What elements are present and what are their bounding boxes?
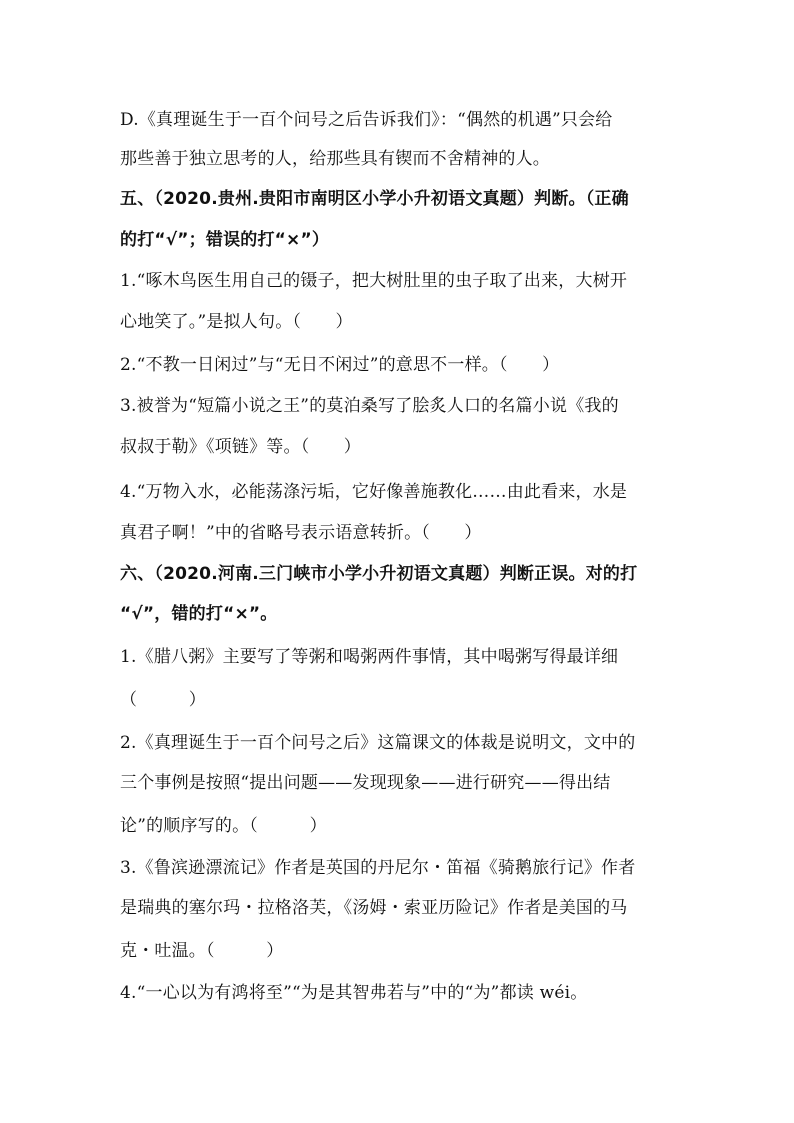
s6-question-2-line-3: 论”的顺序写的。（ ） <box>120 816 327 836</box>
section-5-heading-line-2: 的打“√”；错误的打“×”） <box>120 230 330 250</box>
s5-question-3-line-1: 3.被誉为“短篇小说之王”的莫泊桑写了脍炙人口的名篇小说《我的 <box>120 396 619 416</box>
s5-question-3-line-2: 叔叔于勒》《项链》等。（ ） <box>120 437 361 457</box>
section-5-heading-line-1: 五、（2020.贵州.贵阳市南明区小学小升初语文真题）判断。（正确 <box>120 189 629 209</box>
s5-question-1-line-2: 心地笑了。”是拟人句。（ ） <box>120 312 353 332</box>
s6-question-2-line-2: 三个事例是按照“提出问题——发现现象——进行研究——得出结 <box>120 773 611 793</box>
s6-question-2-line-1: 2.《真理诞生于一百个问号之后》这篇课文的体裁是说明文，文中的 <box>120 733 636 753</box>
option-d-line-1: D.《真理诞生于一百个问号之后告诉我们》：“偶然的机遇”只会给 <box>120 110 613 130</box>
s6-question-3-line-2: 是瑞典的塞尔玛・拉格洛芙，《汤姆・索亚历险记》作者是美国的马 <box>120 898 628 918</box>
s6-question-1-line-1: 1.《腊八粥》主要写了等粥和喝粥两件事情，其中喝粥写得最详细 <box>120 647 619 667</box>
section-6-heading-line-2: “√”，错的打“×”。 <box>120 604 278 624</box>
s6-question-1-line-2: （ ） <box>120 690 206 710</box>
s5-question-1-line-1: 1.“啄木鸟医生用自己的镊子，把大树肚里的虫子取了出来，大树开 <box>120 271 628 291</box>
section-6-heading-line-1: 六、（2020.河南.三门峡市小学小升初语文真题）判断正误。对的打 <box>120 564 638 584</box>
s6-question-3-line-3: 克・吐温。（ ） <box>120 941 284 961</box>
s5-question-4-line-1: 4.“万物入水，必能荡涤污垢，它好像善施教化……由此看来，水是 <box>120 482 628 502</box>
option-d-line-2: 那些善于独立思考的人，给那些具有锲而不舍精神的人。 <box>120 149 550 169</box>
s6-question-3-line-1: 3.《鲁滨逊漂流记》作者是英国的丹尼尔・笛福《骑鹅旅行记》作者 <box>120 858 636 878</box>
s5-question-4-line-2: 真君子啊！”中的省略号表示语意转折。（ ） <box>120 523 482 543</box>
s5-question-2: 2.“不教一日闲过”与“无日不闲过”的意思不一样。（ ） <box>120 355 560 375</box>
s6-question-4: 4.“一心以为有鸿将至”“为是其智弗若与”中的“为”都读 wéi。 <box>120 983 588 1003</box>
